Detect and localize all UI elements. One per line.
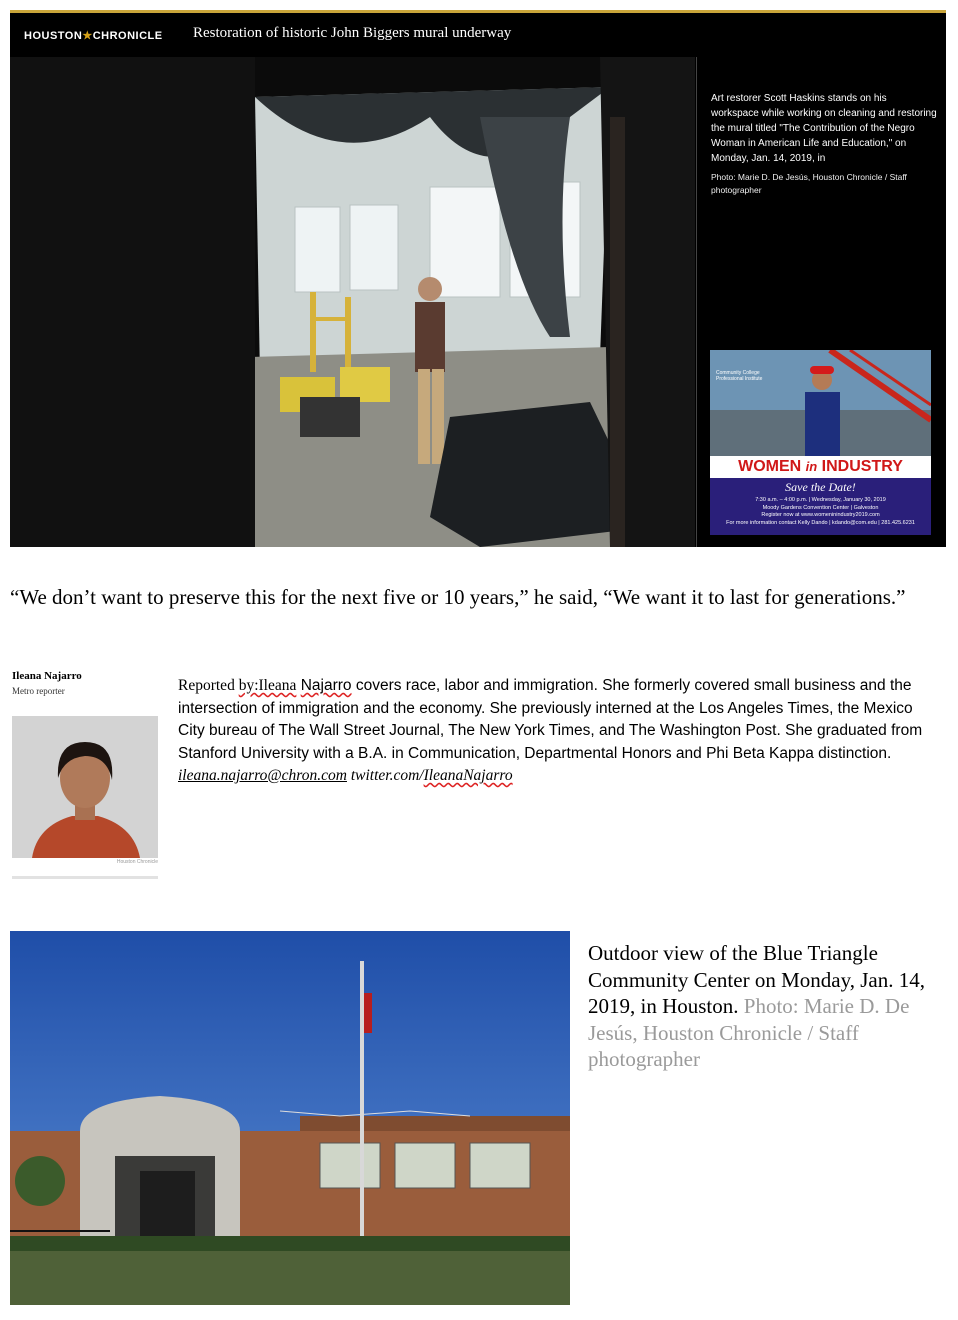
logo-text-right: CHRONICLE xyxy=(92,30,163,42)
ad-line-3: Register now at www.womeninindustry2019.com xyxy=(761,512,880,518)
ad-title-part-2: in xyxy=(805,459,818,474)
logo-text-left: HOUSTON xyxy=(24,30,83,42)
author-bio xyxy=(178,675,938,788)
ad-line-2: Moody Gardens Convention Center | Galveston xyxy=(762,504,879,511)
ad-background-image xyxy=(710,350,931,456)
ad-details-block xyxy=(710,478,931,535)
quote-paragraph: “We don’t want to preserve this for the next five or 10 years,” he said, “We want it to last for generations.” xyxy=(10,585,906,609)
author-photo[interactable] xyxy=(12,716,158,858)
author-card xyxy=(12,670,158,882)
ad-title xyxy=(710,456,931,478)
houston-chronicle-logo[interactable] xyxy=(24,29,163,42)
photo-caption: Art restorer Scott Haskins stands on his workspace while working on cleaning and restoring the mural titled "The Contribution of the Negro Woman in American Life and Education," on Monday, Jan. 14, 2019, in xyxy=(711,93,937,164)
author-name[interactable]: Ileana Najarro xyxy=(12,670,82,682)
bio-by: by:Ileana xyxy=(238,677,297,694)
bio-prefix: Reported xyxy=(178,677,239,694)
ad-details xyxy=(710,497,931,527)
author-email-link[interactable]: ileana.najarro@chron.com xyxy=(178,767,347,784)
mural-restoration-photo[interactable] xyxy=(10,57,695,547)
blue-triangle-center-photo[interactable] xyxy=(10,931,570,1305)
building-photo-caption xyxy=(588,940,943,1073)
mural-restoration-photo-image xyxy=(10,57,695,547)
building-caption-credit: Photo: Marie D. De Jesús, Houston Chronicle / Staff photographer xyxy=(588,994,910,1071)
bio-body: covers race, labor and immigration. She formerly covered small business and the intersection of immigration and the economy. She previously interned at the Los Angeles Times, the Mexico City bureau of The Wall Street Journal, The New York Times, and The Washington Post. She graduated from Stanford University with a B.A. in Communication, Departmental Honors and Phi Beta Kappa distinction. xyxy=(178,677,923,762)
gallery-divider xyxy=(696,57,697,547)
author-card-rule xyxy=(12,876,158,879)
gallery-header xyxy=(10,13,946,57)
ad-sponsor-logo: Community College Professional Institute xyxy=(716,370,763,382)
photo-credit: Photo: Marie D. De Jesús, Houston Chronicle / Staff photographer xyxy=(711,172,907,195)
bio-surname: Najarro xyxy=(300,677,352,694)
author-photo-credit: Houston Chronicle xyxy=(116,859,158,865)
women-in-industry-ad[interactable] xyxy=(710,350,931,535)
ad-title-part-3: INDUSTRY xyxy=(817,458,903,475)
building-caption-text: Outdoor view of the Blue Triangle Community Center on Monday, Jan. 14, 2019, in Houston. xyxy=(588,941,925,1018)
twitter-prefix[interactable]: twitter.com/ xyxy=(346,767,424,784)
gallery-title: Restoration of historic John Biggers mural underway xyxy=(193,25,512,41)
ad-line-4: For more information contact Kelly Dando | kdando@com.edu | 281.425.6231 xyxy=(726,519,915,526)
ad-line-1: 7:30 a.m. – 4:00 p.m. | Wednesday, January 30, 2019 xyxy=(755,497,886,503)
blue-triangle-center-photo-image xyxy=(10,931,570,1305)
photo-gallery xyxy=(10,10,946,547)
star-icon: ★ xyxy=(82,30,93,42)
ad-title-part-1: WOMEN xyxy=(738,458,806,475)
author-photo-image xyxy=(12,716,158,858)
twitter-handle[interactable]: IleanaNajarro xyxy=(423,767,513,784)
author-role: Metro reporter xyxy=(12,686,65,696)
ad-save-the-date: Save the Date! xyxy=(785,480,856,494)
